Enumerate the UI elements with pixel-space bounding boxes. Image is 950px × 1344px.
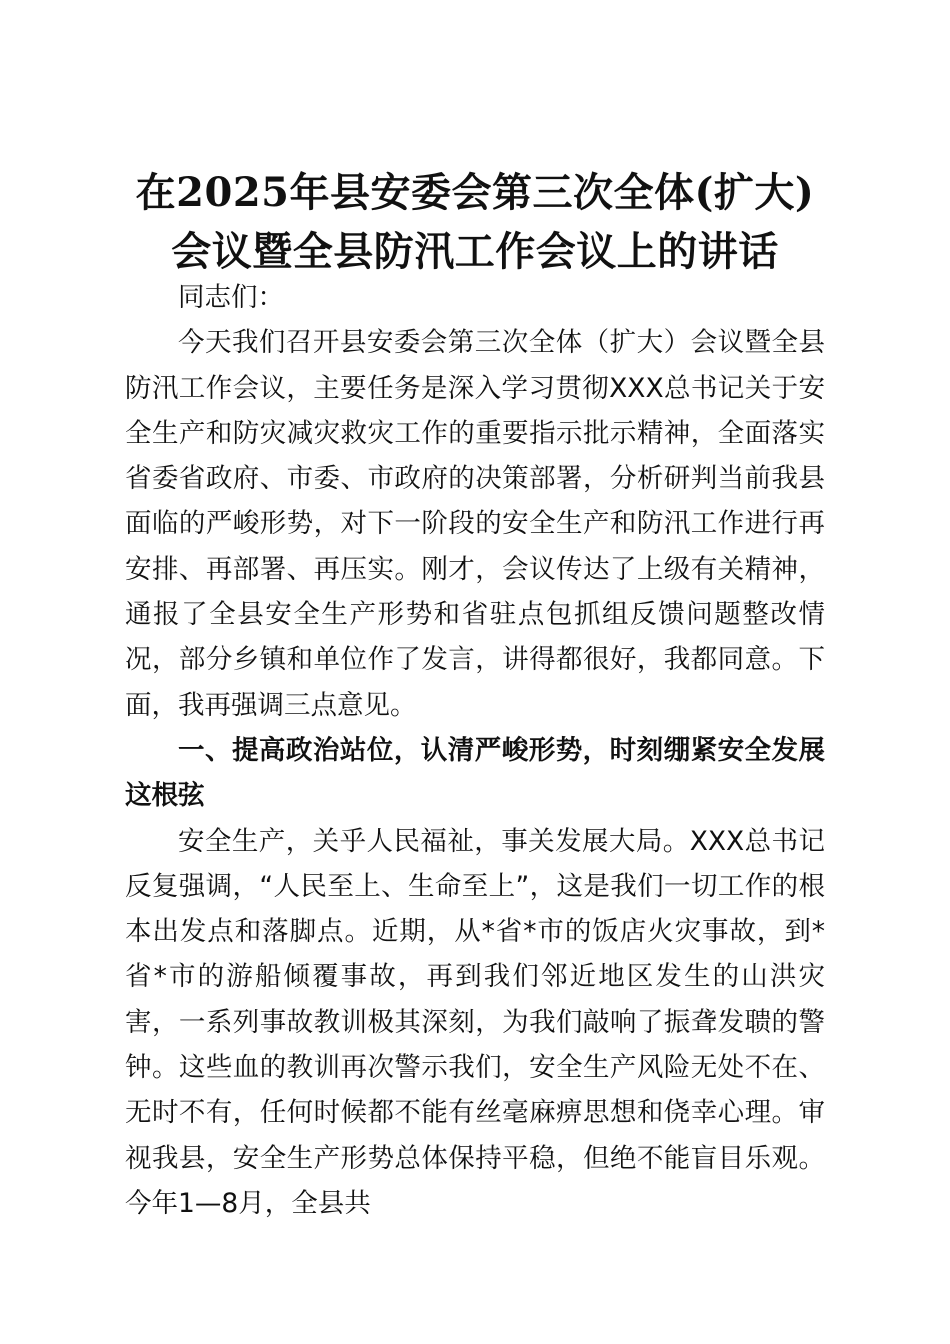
paragraph-safety: 安全生产，关乎人民福祉，事关发展大局。XXX总书记反复强调，“人民至上、生命至上”，这是我们一切工作的根本出发点和落脚点。近期，从*省*市的饭店火灾事故，到*省*市的游船倾覆事故，再到我们邻近地区发生的山洪灾害，一系列事故教训极其深刻，为我们敲响了振聋发聩的警钟。这些血的教训再次警示我们，安全生产风险无处不在、无时不有，任何时候都不能有丝毫麻痹思想和侥幸心理。审视我县，安全生产形势总体保持平稳，但绝不能盲目乐观。今年1—8月，全县共 [125, 825, 825, 1219]
title-line-1: 在2025年县安委会第三次全体(扩大) [135, 169, 815, 216]
document-body [125, 275, 825, 1226]
document-title [100, 163, 850, 281]
paragraph-opening: 今天我们召开县安委会第三次全体（扩大）会议暨全县防汛工作会议，主要任务是深入学习贯彻XXX总书记关于安全生产和防灾减灾救灾工作的重要指示批示精神，全面落实省委省政府、市委、市政府的决策部署，分析研判当前我县面临的严峻形势，对下一阶段的安全生产和防汛工作进行再安排、再部署、再压实。刚才，会议传达了上级有关精神，通报了全县安全生产形势和省驻点包抓组反馈问题整改情况，部分乡镇和单位作了发言，讲得都很好，我都同意。下面，我再强调三点意见。 [125, 327, 825, 721]
section-heading-1: 一、提高政治站位，认清严峻形势，时刻绷紧安全发展这根弦 [125, 734, 825, 812]
salutation: 同志们： [178, 282, 284, 313]
title-line-2: 会议暨全县防汛工作会议上的讲话 [171, 228, 779, 275]
